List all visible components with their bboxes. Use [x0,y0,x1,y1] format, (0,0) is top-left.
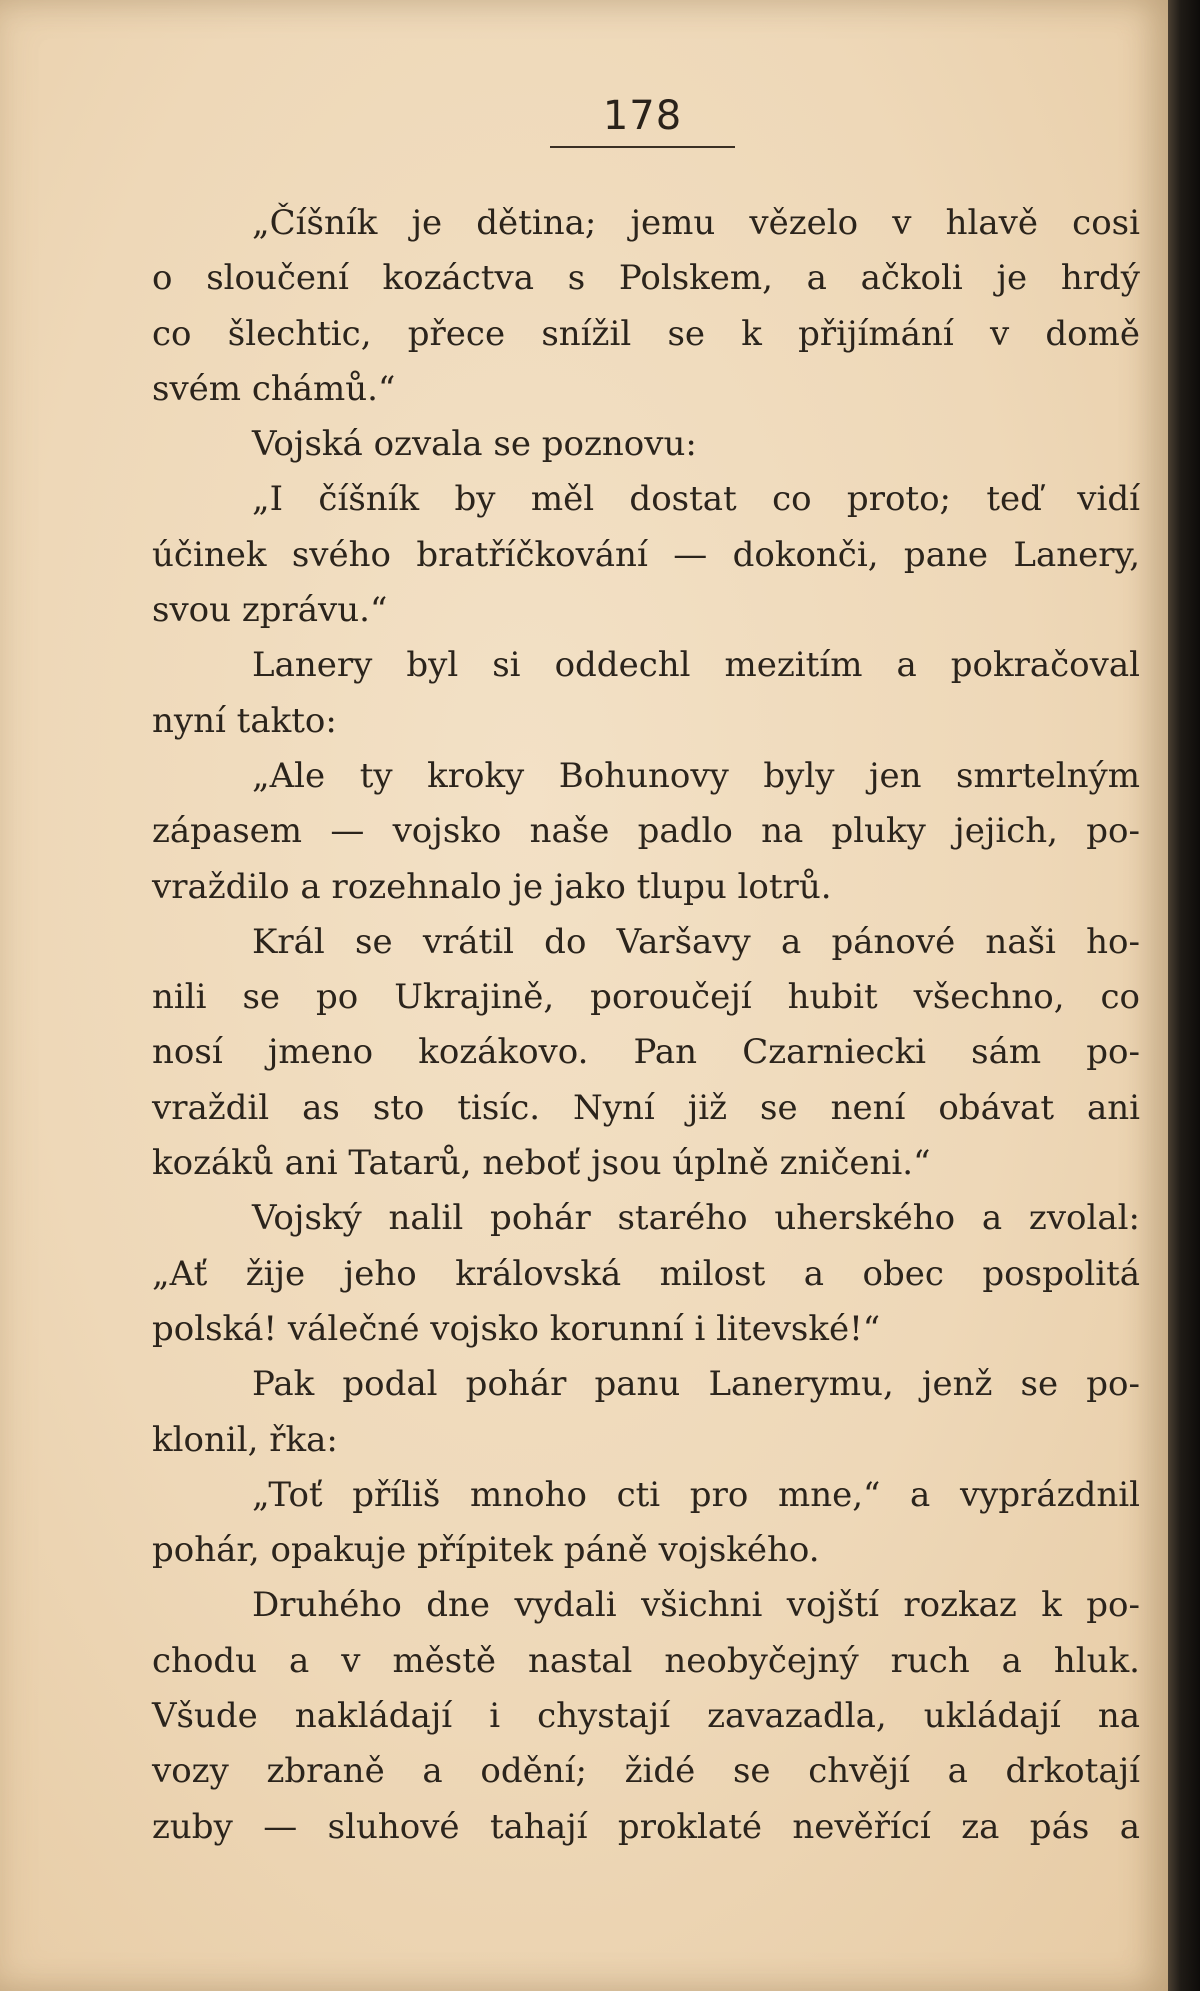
text-line: Všude nakládají i chystají zavazadla, ukládají na [152,1696,1140,1737]
text-line: vraždil as sto tisíc. Nyní již se není obávat ani [152,1087,1140,1128]
text-line: svou zprávu.“ [152,590,388,631]
header-rule [550,146,735,148]
text-line: kozáků ani Tatarů, neboť jsou úplně zničeni.“ [152,1143,931,1184]
text-line: nili se po Ukrajině, poroučejí hubit všechno, co [152,977,1140,1018]
text-line: Vojský nalil pohár starého uherského a zvolal: [252,1198,1140,1239]
text-line: „Toť příliš mnoho cti pro mne,“ a vyprázdnil [252,1474,1140,1515]
page-header [550,92,735,148]
text-line: svém chámů.“ [152,368,396,409]
page-number: 178 [602,93,683,139]
text-line: Pak podal pohár panu Lanerymu, jenž se po- [252,1364,1140,1405]
text-line: „Číšník je dětina; jemu vězelo v hlavě cosi [252,203,1140,243]
text-line: účinek svého bratříčkování — dokonči, pane Lanery, [152,534,1140,575]
text-line: o sloučení kozáctva s Polskem, a ačkoli je hrdý [152,258,1140,299]
text-line: vozy zbraně a odění; židé se chvějí a drkotají [152,1751,1140,1792]
text-line: Vojská ozvala se poznovu: [252,424,697,465]
body-text [152,196,1140,1855]
book-spine-shadow [1168,0,1200,1991]
text-line: chodu a v městě nastal neobyčejný ruch a hluk. [152,1640,1140,1681]
text-line: „I číšník by měl dostat co proto; teď vidí [252,479,1140,520]
text-line: nosí jmeno kozákovo. Pan Czarniecki sám po- [152,1032,1140,1073]
text-line: „Ať žije jeho královská milost a obec pospolitá [152,1253,1140,1294]
text-line: zuby — sluhové tahají proklaté nevěřící za pás a [152,1806,1140,1847]
text-line: pohár, opakuje přípitek páně vojského. [152,1530,820,1571]
text-line: klonil, řka: [152,1419,338,1460]
text-line: Lanery byl si oddechl mezitím a pokračoval [252,645,1140,686]
text-line: Král se vrátil do Varšavy a pánové naši ho- [252,921,1140,962]
text-line: Druhého dne vydali všichni vojští rozkaz k po- [252,1585,1140,1626]
text-line: polská! válečné vojsko korunní i litevské!“ [152,1308,881,1349]
text-line: zápasem — vojsko naše padlo na pluky jejich, po- [152,811,1140,852]
text-line: „Ale ty kroky Bohunovy byly jen smrtelným [252,755,1140,796]
text-line: nyní takto: [152,700,337,741]
text-line: co šlechtic, přece snížil se k přijímání v domě [152,313,1140,354]
text-line: vraždilo a rozehnalo je jako tlupu lotrů. [152,866,832,907]
